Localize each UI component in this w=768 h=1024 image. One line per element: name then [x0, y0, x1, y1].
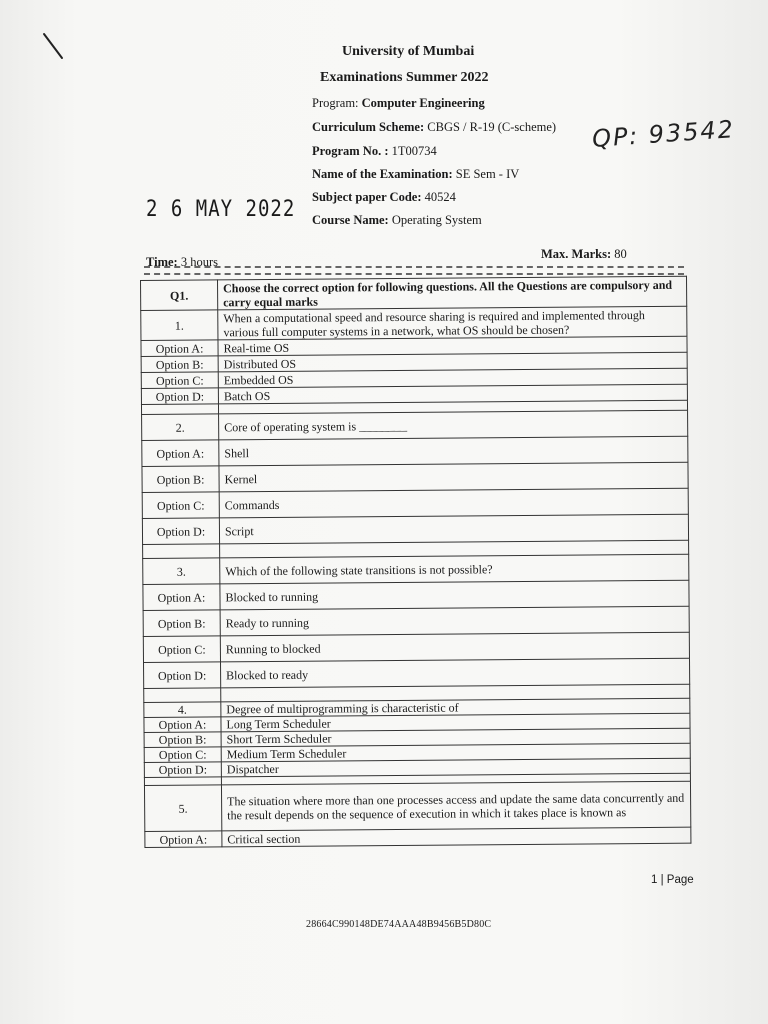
question-text: When a computational speed and resource sharing is required and implemented through various full computer systems in a network, what OS should be chosen?	[218, 306, 687, 340]
course-label: Course Name:	[312, 213, 389, 227]
option-label: Option A:	[143, 584, 220, 611]
course-name-line	[312, 213, 482, 228]
pen-stroke-mark	[42, 32, 66, 62]
option-text: Long Term Scheduler	[221, 713, 690, 732]
option-label: Option A:	[142, 440, 219, 467]
question-table	[140, 276, 691, 848]
question-number: 2.	[142, 414, 219, 441]
program-no-value: 1T00734	[391, 144, 437, 158]
exam-title: Examinations Summer 2022	[320, 70, 489, 85]
option-label: Option B:	[143, 610, 220, 637]
max-marks-value: 80	[614, 247, 627, 261]
time-label: Time:	[146, 255, 178, 269]
option-text: Kernel	[219, 462, 688, 492]
option-label: Option D:	[141, 388, 218, 405]
option-text: Commands	[219, 488, 688, 518]
question-number: 5.	[144, 785, 221, 832]
program-line	[312, 96, 485, 111]
exam-name-value: SE Sem - IV	[455, 167, 520, 181]
question-text: Core of operating system is ________	[219, 410, 688, 440]
program-label: Program:	[312, 96, 359, 110]
option-label: Option C:	[141, 372, 218, 389]
question-row	[141, 306, 687, 340]
option-text: Running to blocked	[220, 632, 689, 662]
option-text: Batch OS	[218, 384, 687, 404]
university-title: University of Mumbai	[342, 44, 475, 59]
question-number: 3.	[143, 558, 220, 585]
option-text: Real-time OS	[218, 336, 687, 356]
option-label: Option B:	[141, 356, 218, 373]
program-no-label: Program No. :	[312, 144, 389, 158]
max-marks-line	[541, 247, 627, 262]
exam-name-label: Name of the Examination:	[312, 167, 453, 181]
option-label: Option A:	[145, 831, 222, 848]
curriculum-value: CBGS / R-19 (C-scheme)	[427, 120, 557, 134]
q-instruction: Choose the correct option for following questions. All the Questions are compulsory and carry equal marks	[218, 276, 687, 310]
handwritten-qp-number: QP: 93542	[591, 115, 736, 153]
page-number: 1 | Page	[651, 874, 694, 886]
exam-name-line	[312, 167, 519, 182]
option-label: Option D:	[144, 762, 221, 778]
question-number: 1.	[141, 310, 218, 341]
question-text: The situation where more than one processes access and update the same data concurrently and the result depends on the sequence of execution in which it takes place is known as	[221, 781, 690, 831]
subject-code-value: 40524	[424, 190, 456, 204]
option-text: Script	[219, 514, 688, 544]
option-text: Distributed OS	[218, 352, 687, 372]
q-number: Q1.	[141, 280, 218, 311]
question-number: 4.	[144, 702, 221, 718]
option-text: Medium Term Scheduler	[221, 743, 690, 762]
option-row	[145, 827, 691, 847]
option-text: Blocked to ready	[221, 658, 690, 688]
option-text: Embedded OS	[218, 368, 687, 388]
date-stamp: 2 6 MAY 2022	[146, 196, 296, 222]
max-marks-label: Max. Marks:	[541, 247, 612, 261]
curriculum-label: Curriculum Scheme:	[312, 120, 425, 134]
option-label: Option D:	[144, 662, 221, 689]
option-label: Option A:	[141, 340, 218, 357]
time-value: 3 hours	[180, 255, 218, 269]
option-label: Option C:	[142, 492, 219, 519]
q1-header-row	[141, 276, 687, 310]
program-value: Computer Engineering	[361, 96, 485, 110]
option-label: Option B:	[142, 466, 219, 493]
option-text: Blocked to running	[220, 580, 689, 610]
subject-code-line	[312, 190, 456, 205]
option-label: Option D:	[142, 518, 219, 545]
option-label: Option C:	[144, 747, 221, 763]
option-text: Critical section	[222, 827, 691, 847]
dashed-separator	[144, 266, 684, 275]
question-text: Degree of multiprogramming is characteristic of	[221, 698, 690, 717]
option-text: Ready to running	[220, 606, 689, 636]
question-row	[144, 781, 690, 831]
question-text: Which of the following state transitions is not possible?	[220, 554, 689, 584]
option-label: Option A:	[144, 717, 221, 733]
option-label: Option B:	[144, 732, 221, 748]
option-text: Shell	[219, 436, 688, 466]
curriculum-line	[312, 120, 556, 135]
program-no-line	[312, 144, 437, 159]
option-label: Option C:	[143, 636, 220, 663]
paper-hash: 28664C990148DE74AAA48B9456B5D80C	[306, 919, 492, 930]
option-text: Short Term Scheduler	[221, 728, 690, 747]
subject-code-label: Subject paper Code:	[312, 190, 422, 204]
course-value: Operating System	[391, 213, 482, 227]
option-text: Dispatcher	[221, 758, 690, 777]
